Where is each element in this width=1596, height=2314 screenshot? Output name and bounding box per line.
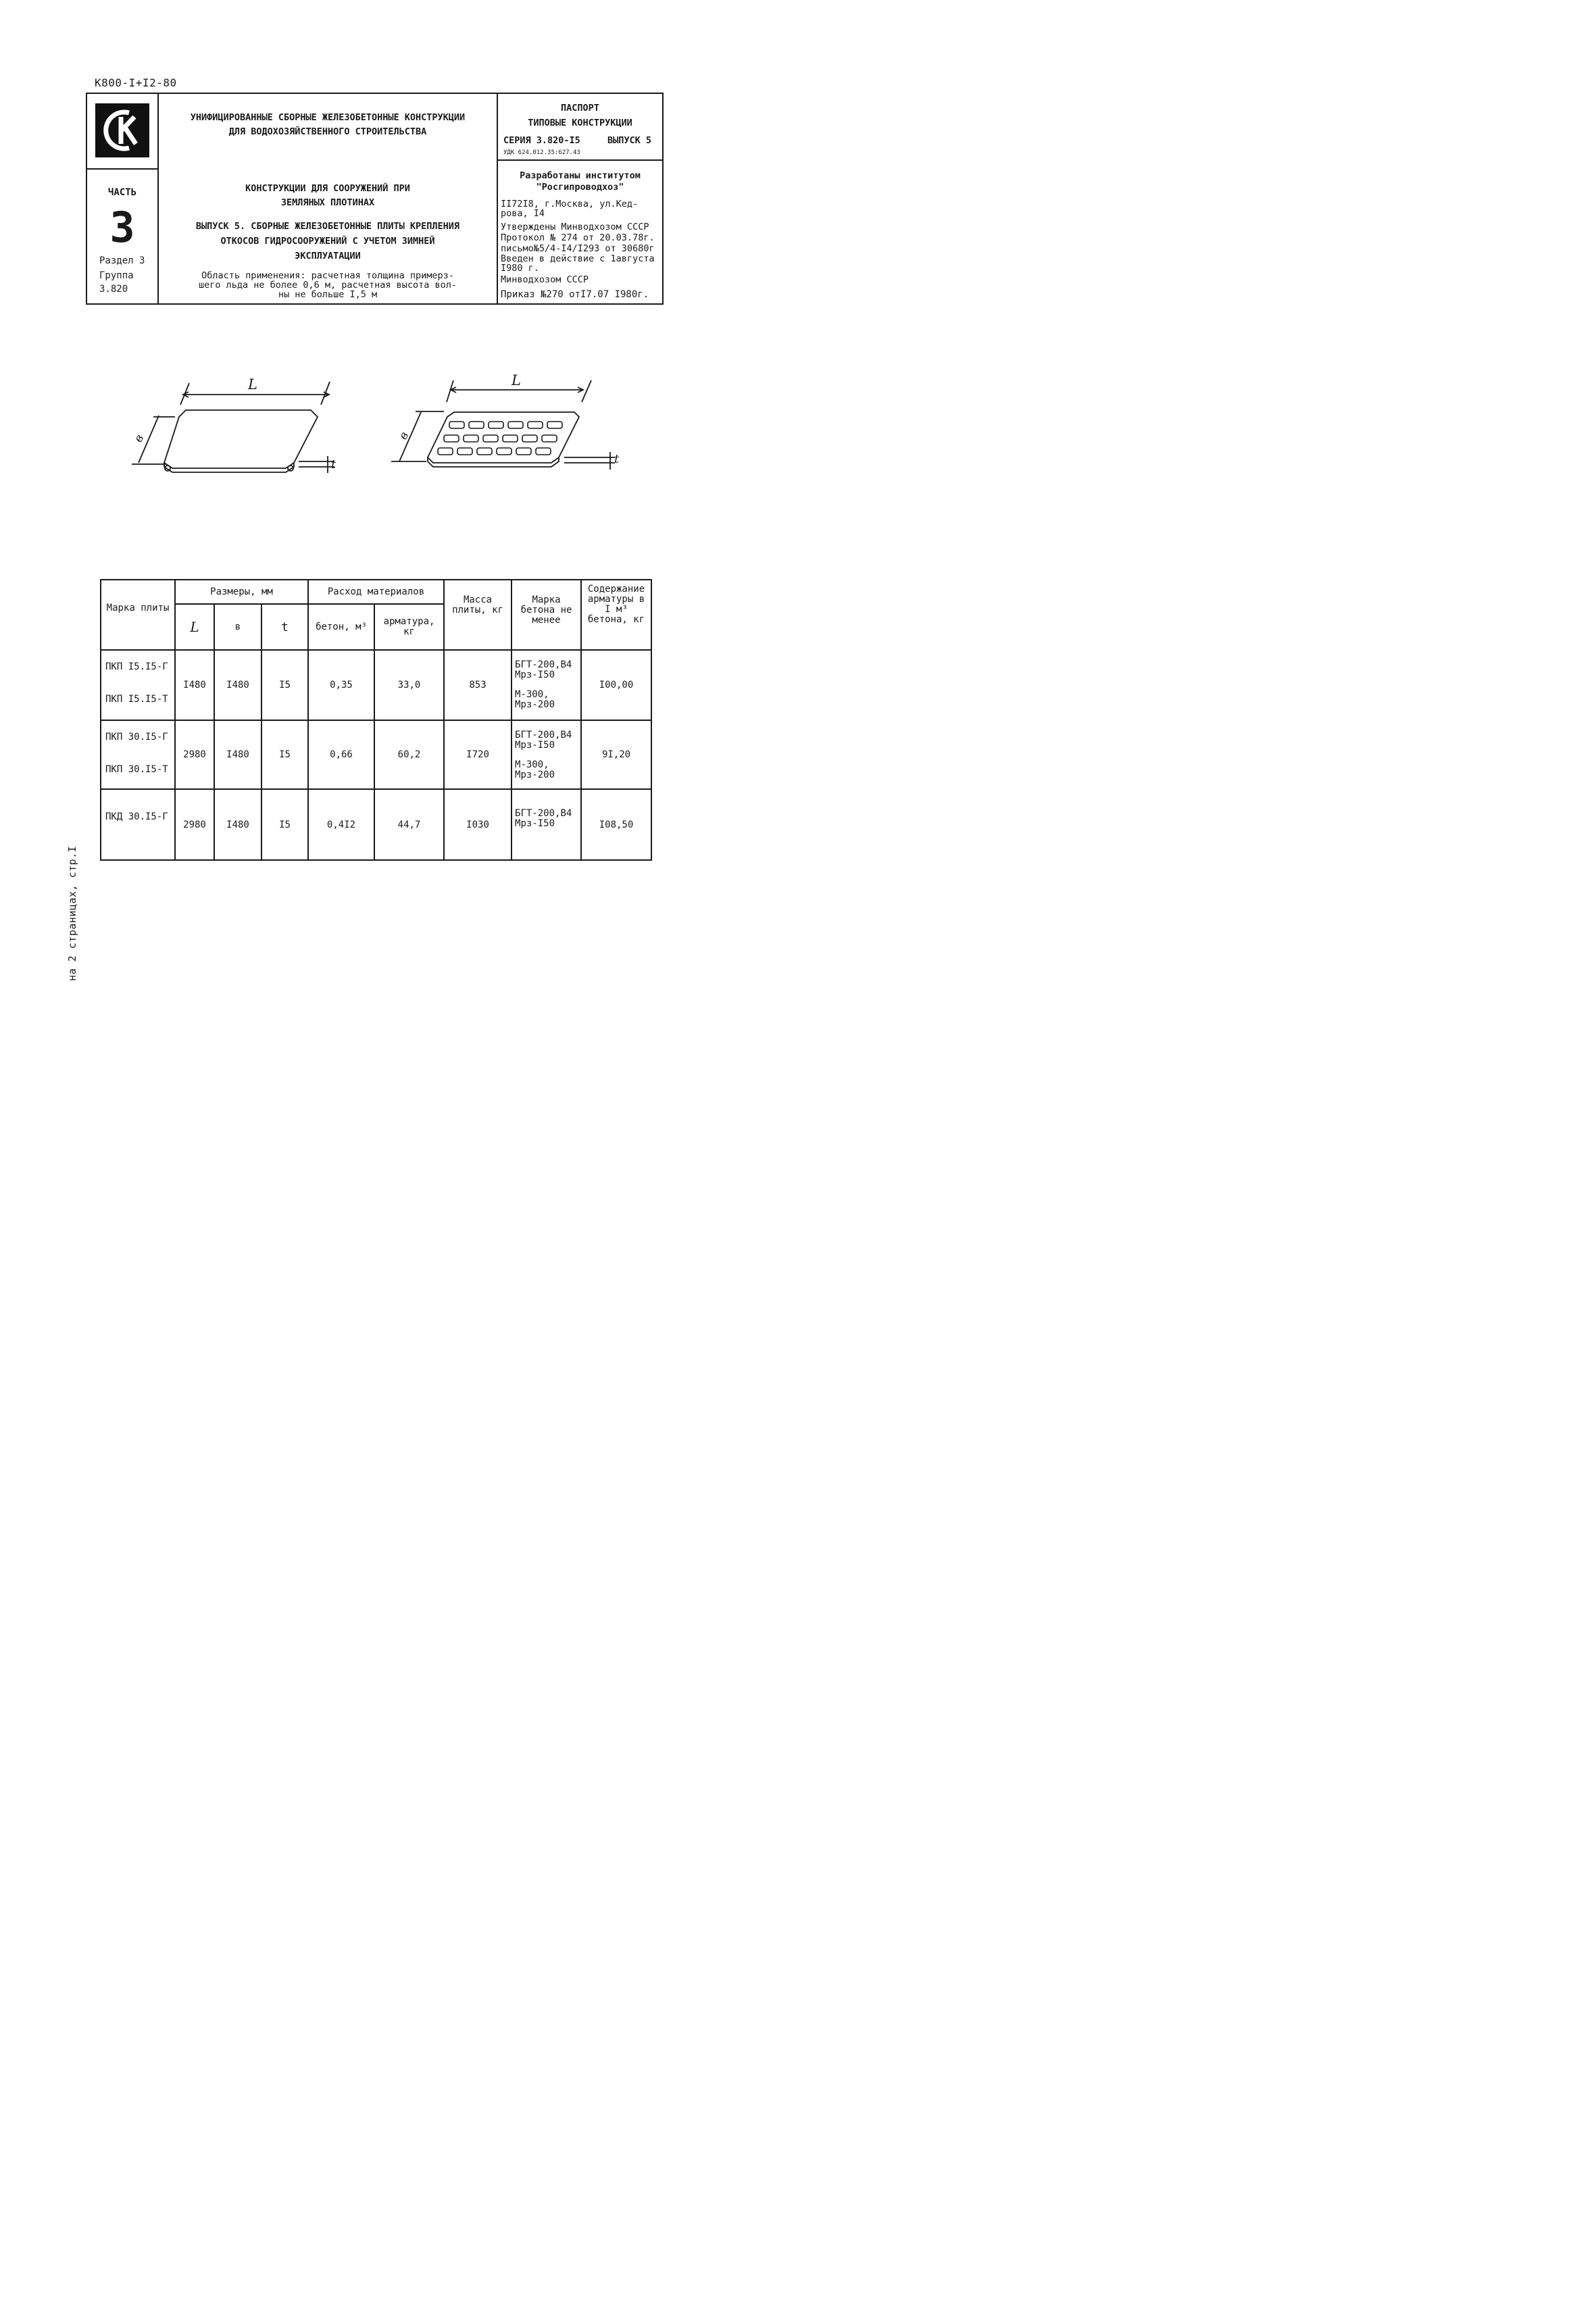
- mark-name: ПКП 30.I5-Т: [105, 764, 168, 775]
- issue-line-3: ЭКСПЛУАТАЦИИ: [295, 251, 361, 261]
- mark-name: ПКД 30.I5-Г: [105, 811, 168, 822]
- passport-header: [86, 93, 664, 305]
- part-label: ЧАСТЬ: [107, 187, 137, 198]
- document-code: К800-I+I2-80: [95, 76, 177, 89]
- length-value: 2980: [175, 789, 214, 860]
- mass-value: I030: [444, 789, 512, 860]
- scope-line-2: шего льда не более 0,6 м, расчетная высота вол-: [198, 280, 457, 291]
- table-row: [101, 650, 651, 720]
- udc: УДК 624.012.35:627.43: [503, 149, 580, 156]
- length-value: I480: [175, 650, 214, 720]
- rebar-value: 60,2: [374, 720, 444, 789]
- series: СЕРИЯ 3.820-I5: [503, 135, 580, 146]
- width-label-right: в: [396, 429, 412, 443]
- mark-cell: [101, 789, 175, 860]
- width-label-left: в: [131, 432, 147, 445]
- content-value: 9I,20: [581, 720, 651, 789]
- header-rebar-content: Содержание арматуры в I м³ бетона, кг: [581, 580, 651, 650]
- rebar-value: 33,0: [374, 650, 444, 720]
- header-materials: Расход материалов: [308, 580, 444, 604]
- grade-text: БГТ-200,В4: [515, 808, 572, 819]
- grade-cell: [512, 789, 581, 860]
- rebar-value: 44,7: [374, 789, 444, 860]
- mass-value: 853: [444, 650, 512, 720]
- approval-line-3: письмо№5/4-I4/I293 от 30680г: [501, 243, 655, 254]
- grade-cell: [512, 720, 581, 789]
- address-line-1: II72I8, г.Москва, ул.Кед-: [501, 199, 639, 209]
- width-value: I480: [214, 720, 261, 789]
- slab-drawing-icon: [132, 375, 632, 483]
- approval-line-2: Протокол № 274 от 20.03.78г.: [501, 232, 655, 243]
- header-mass: Масса плиты, кг: [444, 580, 512, 650]
- thickness-value: I5: [261, 789, 308, 860]
- thickness-label-right: t: [614, 452, 620, 466]
- width-value: I480: [214, 650, 261, 720]
- concrete-value: 0,4I2: [308, 789, 374, 860]
- construction-line-2: ЗЕМЛЯНЫХ ПЛОТИНАХ: [280, 197, 375, 208]
- scope-line-3: ны не больше I,5 м: [278, 289, 378, 300]
- title-line-2: ДЛЯ ВОДОХОЗЯЙСТВЕННОГО СТРОИТЕЛЬСТВА: [228, 126, 427, 137]
- length-label-left: L: [248, 376, 257, 393]
- ck-logo-icon: [95, 103, 149, 157]
- grade-text: М-300,: [515, 689, 549, 700]
- approval-line-1: Утверждены Минводхозом СССР: [501, 222, 649, 232]
- order: Приказ №270 отI7.07 I980г.: [501, 289, 649, 300]
- passport-title: ПАСПОРТ: [561, 103, 599, 114]
- developer-line-1: Разработаны институтом: [520, 170, 641, 181]
- header-concrete-grade: Марка бетона не менее: [512, 580, 581, 650]
- mark-name: ПКП I5.I5-Т: [105, 694, 168, 705]
- mark-cell: [101, 650, 175, 720]
- header-thickness: t: [261, 604, 308, 650]
- address-line-2: рова, I4: [501, 208, 545, 219]
- solid-slab: [132, 382, 334, 473]
- header-length: L: [175, 604, 214, 650]
- scope-line-1: Область применения: расчетная толщина примерз-: [201, 270, 454, 281]
- mark-cell: [101, 720, 175, 789]
- content-value: I08,50: [581, 789, 651, 860]
- grade-text: БГТ-200,В4: [515, 659, 572, 670]
- header-concrete: бетон, м³: [308, 604, 374, 650]
- width-value: I480: [214, 789, 261, 860]
- thickness-value: I5: [261, 650, 308, 720]
- group-value: 3.820: [99, 284, 128, 295]
- construction-line-1: КОНСТРУКЦИИ ДЛЯ СООРУЖЕНИЙ ПРИ: [245, 183, 410, 194]
- group-label: Группа: [99, 270, 134, 281]
- header-dimensions: Размеры, мм: [175, 580, 308, 604]
- part-number: 3: [109, 203, 135, 252]
- perforated-slab: [391, 380, 615, 470]
- mass-value: I720: [444, 720, 512, 789]
- section: Раздел 3: [99, 255, 145, 266]
- grade-text: Мрз-I50: [515, 818, 555, 829]
- table-row: [101, 720, 651, 789]
- grade-text: БГТ-200,В4: [515, 730, 572, 740]
- page-count-note: на 2 страницах, стр.I: [66, 845, 78, 981]
- length-value: 2980: [175, 720, 214, 789]
- grade-cell: [512, 650, 581, 720]
- table-row: [101, 789, 651, 860]
- concrete-value: 0,35: [308, 650, 374, 720]
- issue-line-1: ВЫПУСК 5. СБОРНЫЕ ЖЕЛЕЗОБЕТОННЫЕ ПЛИТЫ КРЕПЛЕНИЯ: [195, 221, 460, 232]
- grade-text: Мрз-I50: [515, 670, 555, 680]
- slab-specification-table: [100, 579, 652, 861]
- approval-line-5: I980 г.: [501, 263, 539, 274]
- grade-text: М-300,: [515, 759, 549, 770]
- logo: [95, 103, 149, 157]
- mark-name: ПКП 30.I5-Г: [105, 732, 168, 743]
- length-label-right: L: [512, 372, 521, 388]
- grade-text: Мрз-200: [515, 770, 555, 780]
- typical-constructions: ТИПОВЫЕ КОНСТРУКЦИИ: [528, 118, 632, 128]
- title-line-1: УНИФИЦИРОВАННЫЕ СБОРНЫЕ ЖЕЛЕЗОБЕТОННЫЕ КОНСТРУКЦИИ: [190, 112, 466, 123]
- thickness-value: I5: [261, 720, 308, 789]
- header-mark: Марка плиты: [101, 580, 175, 650]
- issue-line-2: ОТКОСОВ ГИДРОСООРУЖЕНИЙ С УЧЕТОМ ЗИМНЕЙ: [220, 236, 435, 247]
- slab-openings: [438, 422, 562, 455]
- developer-line-2: "Росгипроводхоз": [536, 182, 624, 193]
- slab-drawings: [131, 372, 632, 486]
- thickness-label-left: t: [331, 457, 336, 472]
- grade-text: Мрз-I50: [515, 740, 555, 751]
- approval-line-4: Введен в действие с 1августа: [501, 253, 655, 264]
- approval-line-6: Минводхозом СССР: [501, 274, 589, 285]
- content-value: I00,00: [581, 650, 651, 720]
- header-rebar: арматура, кг: [374, 604, 444, 650]
- header-width: в: [214, 604, 261, 650]
- concrete-value: 0,66: [308, 720, 374, 789]
- grade-text: Мрз-200: [515, 699, 555, 710]
- mark-name: ПКП I5.I5-Г: [105, 661, 168, 672]
- issue-number: ВЫПУСК 5: [607, 135, 652, 146]
